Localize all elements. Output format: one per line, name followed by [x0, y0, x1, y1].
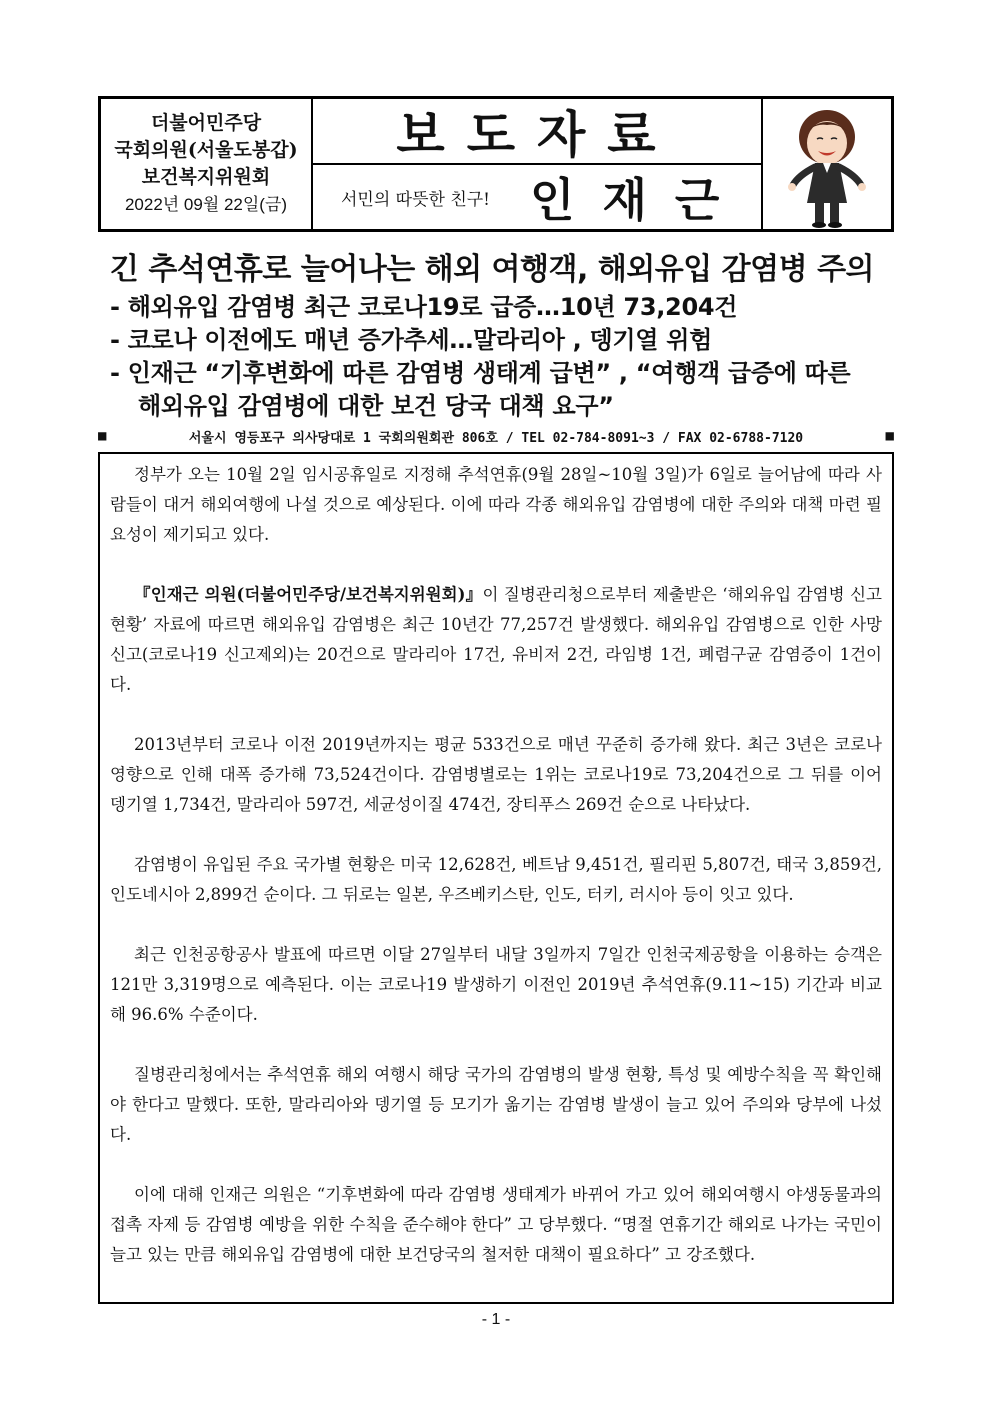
member-caricature — [763, 99, 891, 229]
org-constituency: 국회의원(서울도봉갑) — [114, 139, 298, 161]
paragraph-1: 정부가 오는 10월 2일 임시공휴일로 지정해 추석연휴(9월 28일~10월 3일)가 6일로 늘어남에 따라 사람들이 대거 해외여행에 나설 것으로 예상된다. 이에 따라 각종 해외유입 감염병에 대한 주의와 대책 마련 필요성이 제기되고 있다. — [110, 465, 882, 544]
member-citation: 『인재근 의원(더불어민주당/보건복지위원회)』 — [134, 585, 483, 604]
subheadline-2: - 코로나 이전에도 매년 증가추세…말라리아 , 뎅기열 위험 — [110, 326, 713, 354]
page-number: - 1 - — [481, 1311, 511, 1328]
caricature-illustration — [777, 103, 877, 229]
member-name: 인재근 — [530, 173, 748, 227]
paragraph-2 — [110, 580, 882, 700]
paragraph-3: 2013년부터 코로나 이전 2019년까지는 평균 533건으로 매년 꾸준히 증가해 왔다. 최근 3년은 코로나 영향으로 인해 대폭 증가해 73,524건이다. 감염병별로는 1위는 코로나19로 73,204건으로 그 뒤를 이어 뎅기열 1,734건, 말라리아 597건, 세균성이질 474건, 장티푸스 269건 순으로 나타났다. — [110, 735, 882, 814]
contact-address-bar — [98, 425, 894, 447]
tagline: 서민의 따뜻한 친구! — [341, 189, 491, 210]
paragraph-4: 감염병이 유입된 주요 국가별 현황은 미국 12,628건, 베트남 9,451건, 필리핀 5,807건, 태국 3,859건, 인도네시아 2,899건 순이다. 그 뒤로는 일본, 우즈베키스탄, 인도, 터키, 러시아 등이 잇고 있다. — [110, 855, 882, 904]
organization-info — [101, 99, 313, 229]
paragraph-6: 질병관리청에서는 추석연휴 해외 여행시 해당 국가의 감염병의 발생 현황, 특성 및 예방수칙을 꼭 확인해야 한다고 말했다. 또한, 말라리아와 뎅기열 등 모기가 옮기는 감염병 발생이 늘고 있어 주의와 당부에 나섰다. — [110, 1065, 882, 1144]
paragraph-2-text: 이 질병관리청으로부터 제출받은 ‘해외유입 감염병 신고 현황’ 자료에 따르면 해외유입 감염병은 최근 10년간 77,257건 발생했다. 해외유입 감염병으로 인한 사망신고(코로나19 신고제외)는 20건으로 말라리아 17건, 유비저 2건, 라임병 1건, 폐렴구균 감염증이 1건이다. — [110, 585, 882, 694]
subheadline-3-continued: 해외유입 감염병에 대한 보건 당국 대책 요구” — [138, 392, 614, 420]
paragraph-7: 이에 대해 인재근 의원은 “기후변화에 따라 감염병 생태계가 바뀌어 가고 있어 해외여행시 야생동물과의 접촉 자제 등 감염병 예방을 위한 수칙을 준수해야 한다” 고 당부했다. “명절 연휴기간 해외로 나가는 국민이 늘고 있는 만큼 해외유입 감염병에 대한 보건당국의 철저한 대책이 필요하다” 고 강조했다. — [110, 1185, 882, 1264]
subheadline-1: - 해외유입 감염병 최근 코로나19로 급증…10년 73,204건 — [110, 293, 738, 321]
member-name-row — [313, 165, 763, 229]
square-bullet-icon: ■ — [885, 428, 894, 444]
square-bullet-icon: ■ — [98, 428, 107, 444]
headline: 긴 추석연휴로 늘어나는 해외 여행객, 해외유입 감염병 주의 — [110, 252, 875, 287]
header-table — [98, 96, 894, 232]
subheadline-3: - 인재근 “기후변화에 따른 감염병 생태계 급변” , “여행객 급증에 따른 — [110, 359, 851, 387]
org-party: 더불어민주당 — [150, 112, 262, 134]
release-date: 2022년 09월 22일(금) — [124, 195, 288, 214]
contact-address: 서울시 영등포구 의사당대로 1 국회의원회관 806호 / TEL 02-784-8091~3 / FAX 02-6788-7120 — [188, 430, 804, 446]
org-committee: 보건복지위원회 — [141, 166, 271, 188]
press-release-title: 보도자료 — [313, 99, 763, 165]
paragraph-5: 최근 인천공항공사 발표에 따르면 이달 27일부터 내달 3일까지 7일간 인천국제공항을 이용하는 승객은 121만 3,319명으로 예측된다. 이는 코로나19 발생하기 이전인 2019년 추석연휴(9.11~15) 기간과 비교해 96.6% 수준이다. — [110, 945, 882, 1024]
article-body — [98, 452, 894, 1304]
